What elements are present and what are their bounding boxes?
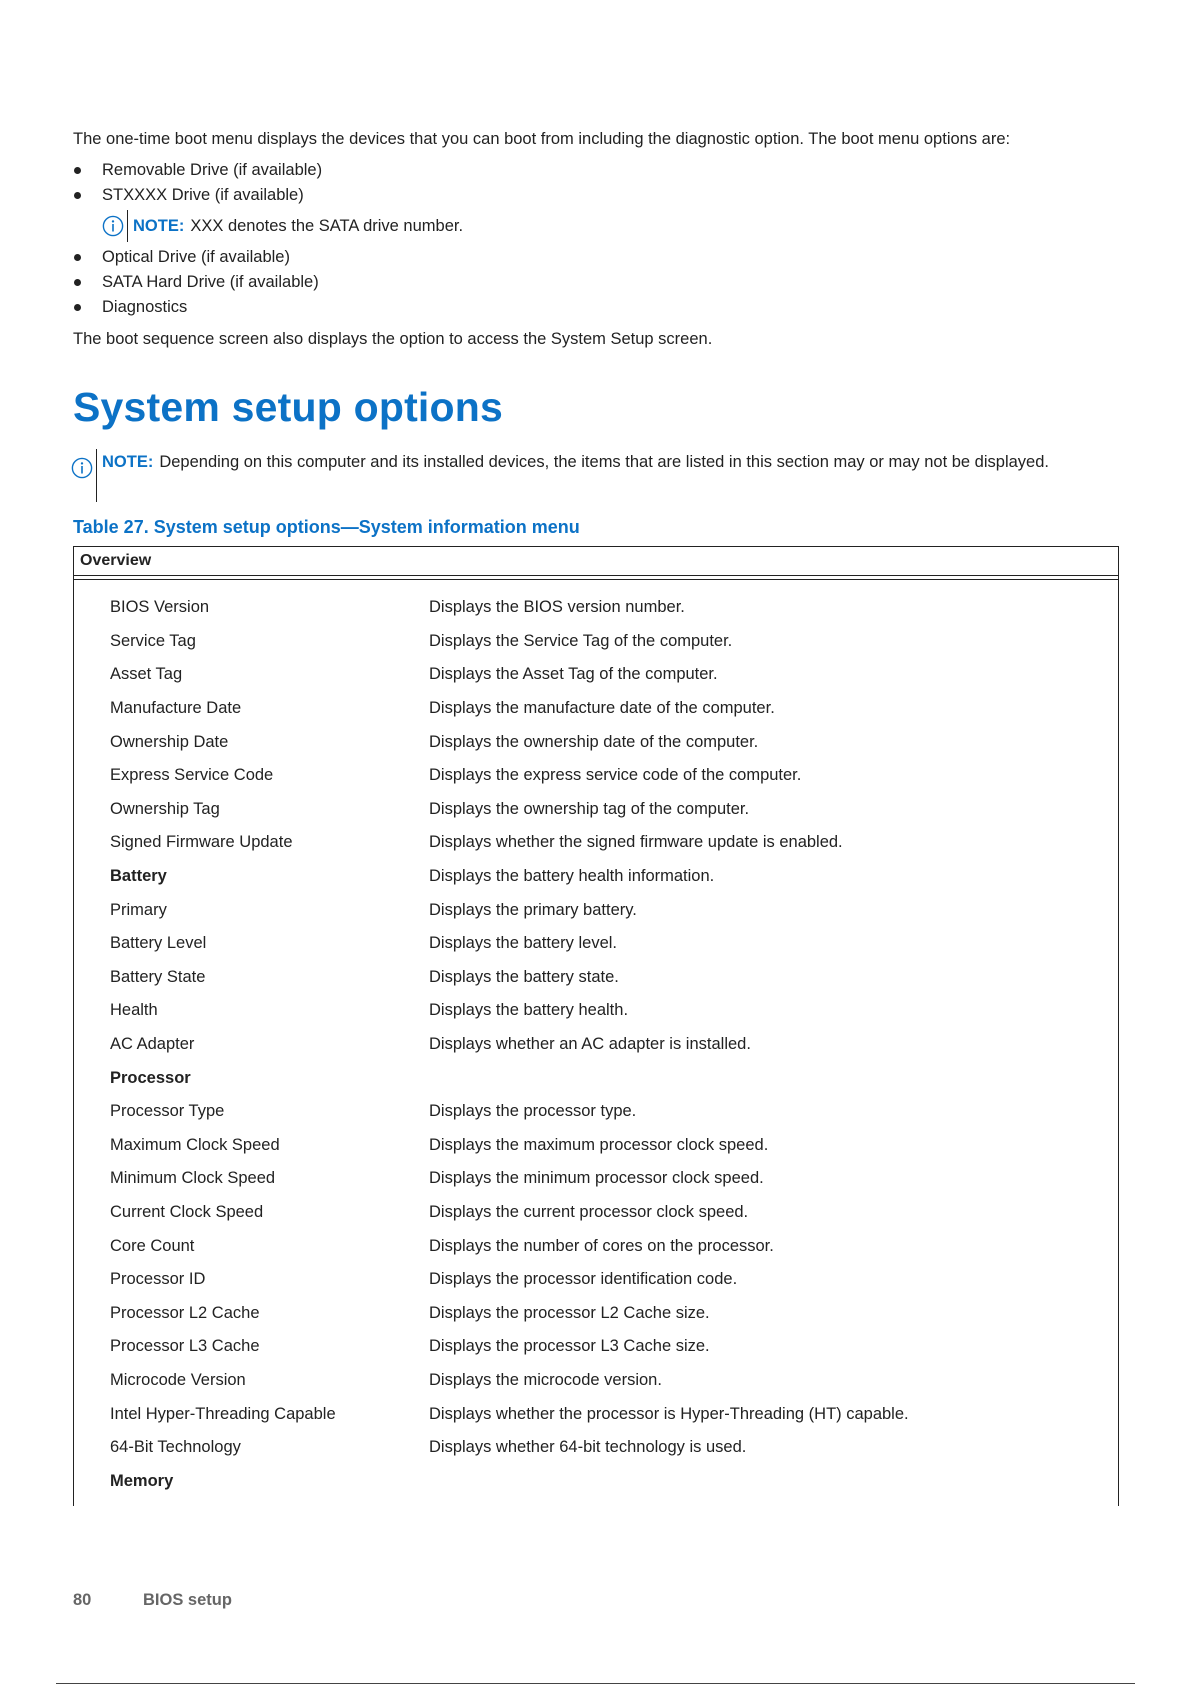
table-row	[74, 961, 1118, 995]
list-item-text: Removable Drive (if available)	[102, 161, 323, 179]
table-cell-value: Displays whether an AC adapter is installed.	[429, 1035, 751, 1054]
table-cell-key: Intel Hyper-Threading Capable	[110, 1404, 336, 1423]
table-row	[74, 1263, 1118, 1297]
table-row	[74, 1364, 1118, 1398]
table-cell-value: Displays the express service code of the computer.	[429, 766, 802, 785]
list-item	[73, 183, 1118, 208]
table-cell-key: Primary	[110, 900, 167, 919]
table-row	[74, 1330, 1118, 1364]
closing-paragraph: The boot sequence screen also displays the option to access the System Setup screen.	[73, 330, 713, 348]
table-cell-key: Ownership Tag	[110, 799, 220, 818]
table-row	[74, 692, 1118, 726]
table-caption: Table 27. System setup options—System information menu	[73, 517, 580, 537]
table-cell-key: AC Adapter	[110, 1035, 195, 1054]
table-cell-key: Health	[110, 1001, 158, 1020]
table-cell-key: BIOS Version	[110, 598, 210, 617]
section-title: System setup options	[73, 384, 504, 430]
table-cell-value: Displays the processor L3 Cache size.	[429, 1337, 710, 1356]
table-cell-key: Processor L3 Cache	[110, 1337, 260, 1356]
note-text: Depending on this computer and its installed devices, the items that are listed in this section may or may not be displayed.	[159, 453, 1049, 471]
table-cell-value: Displays the processor type.	[429, 1102, 637, 1121]
table-cell-value: Displays the Service Tag of the computer.	[429, 631, 733, 650]
note-text: XXX denotes the SATA drive number.	[190, 216, 464, 235]
table-cell-key: Battery State	[110, 967, 206, 986]
table-row	[74, 658, 1118, 692]
table-row	[74, 1464, 1118, 1498]
list-item-text: SATA Hard Drive (if available)	[102, 273, 319, 291]
table-cell-value: Displays the BIOS version number.	[429, 598, 685, 617]
table-row	[74, 793, 1118, 827]
table-row	[74, 893, 1118, 927]
table-cell-value: Displays the manufacture date of the computer.	[429, 699, 775, 718]
note-divider	[96, 449, 97, 502]
info-circle-icon	[102, 215, 124, 237]
table-cell-key: Ownership Date	[110, 732, 229, 751]
table-row	[74, 860, 1118, 894]
table-cell-value: Displays the battery health information.	[429, 867, 715, 886]
table-cell-key: Express Service Code	[110, 766, 274, 785]
table-body	[73, 579, 1119, 1506]
table-cell-value: Displays the microcode version.	[429, 1370, 662, 1389]
list-item-text: STXXXX Drive (if available)	[102, 186, 304, 204]
table-header: Overview	[73, 546, 1119, 576]
table-cell-key: Processor	[110, 1068, 191, 1087]
footer-section: BIOS setup	[143, 1591, 232, 1609]
boot-options-list-b	[73, 245, 1118, 320]
table-row	[74, 1162, 1118, 1196]
table-row	[74, 1229, 1118, 1263]
table-cell-key: Minimum Clock Speed	[110, 1169, 276, 1188]
table-cell-value: Displays the Asset Tag of the computer.	[429, 665, 718, 684]
table-row	[74, 1028, 1118, 1062]
table-cell-value: Displays whether the signed firmware update is enabled.	[429, 833, 843, 852]
table-cell-value: Displays the ownership date of the computer.	[429, 732, 759, 751]
bullet-icon	[74, 167, 81, 174]
section-note	[71, 449, 1118, 502]
table-cell-key: Signed Firmware Update	[110, 833, 293, 852]
list-item-text: Diagnostics	[102, 298, 188, 316]
table-row	[74, 826, 1118, 860]
bullet-icon	[74, 192, 81, 199]
table-cell-value: Displays the battery health.	[429, 1001, 629, 1020]
table-cell-key: Memory	[110, 1471, 174, 1490]
table-row	[74, 927, 1118, 961]
note-label: NOTE:	[133, 216, 185, 235]
list-item	[73, 158, 1118, 183]
table-cell-value: Displays the minimum processor clock speed.	[429, 1169, 764, 1188]
table-row	[74, 591, 1118, 625]
table-cell-key: Battery Level	[110, 934, 207, 953]
note-divider	[127, 210, 128, 242]
table-cell-key: Current Clock Speed	[110, 1202, 264, 1221]
table-cell-key: Asset Tag	[110, 665, 183, 684]
table-cell-key: Service Tag	[110, 631, 196, 650]
list-item	[73, 245, 1118, 270]
intro-paragraph: The one-time boot menu displays the devices that you can boot from including the diagnostic option. The boot menu options are:	[73, 130, 1011, 148]
table-cell-value: Displays the processor identification code.	[429, 1270, 738, 1289]
table-row	[74, 759, 1118, 793]
table-row	[74, 1095, 1118, 1129]
table-cell-value: Displays the current processor clock speed.	[429, 1202, 749, 1221]
table-cell-value: Displays the number of cores on the processor.	[429, 1236, 774, 1255]
table-cell-key: Maximum Clock Speed	[110, 1135, 280, 1154]
note-body	[102, 449, 1062, 502]
table-row	[74, 1296, 1118, 1330]
info-circle-icon	[71, 457, 93, 479]
table-cell-key: Microcode Version	[110, 1370, 246, 1389]
note-label: NOTE:	[102, 453, 154, 471]
table-cell-value: Displays the primary battery.	[429, 900, 637, 919]
table-row	[74, 1196, 1118, 1230]
bullet-icon	[74, 279, 81, 286]
table-row	[74, 994, 1118, 1028]
list-item	[73, 295, 1118, 320]
table-cell-value: Displays the ownership tag of the computer.	[429, 799, 750, 818]
page-content	[73, 128, 1118, 1506]
list-item	[73, 270, 1118, 295]
table-cell-value: Displays the battery state.	[429, 967, 619, 986]
table-cell-key: Processor ID	[110, 1270, 206, 1289]
sata-note	[102, 211, 1118, 241]
bullet-icon	[74, 304, 81, 311]
system-info-table	[73, 546, 1119, 1506]
page-footer	[73, 1591, 232, 1610]
table-row	[74, 1061, 1118, 1095]
table-cell-value: Displays the battery level.	[429, 934, 618, 953]
table-row	[74, 725, 1118, 759]
list-item-text: Optical Drive (if available)	[102, 248, 290, 266]
table-cell-value: Displays the processor L2 Cache size.	[429, 1303, 710, 1322]
table-cell-value: Displays whether the processor is Hyper-Threading (HT) capable.	[429, 1404, 909, 1423]
table-cell-key: Manufacture Date	[110, 699, 242, 718]
table-cell-key: Core Count	[110, 1236, 195, 1255]
table-cell-value: Displays whether 64-bit technology is used.	[429, 1438, 747, 1457]
table-cell-key: 64-Bit Technology	[110, 1438, 241, 1457]
bullet-icon	[74, 254, 81, 261]
table-cell-key: Processor L2 Cache	[110, 1303, 260, 1322]
table-row	[74, 625, 1118, 659]
table-cell-value: Displays the maximum processor clock speed.	[429, 1135, 769, 1154]
table-row	[74, 1129, 1118, 1163]
table-cell-key: Processor Type	[110, 1102, 225, 1121]
table-row	[74, 1431, 1118, 1465]
table-row	[74, 1397, 1118, 1431]
boot-options-list-a	[73, 158, 1118, 208]
page-number: 80	[73, 1591, 92, 1609]
table-cell-key: Battery	[110, 867, 167, 886]
